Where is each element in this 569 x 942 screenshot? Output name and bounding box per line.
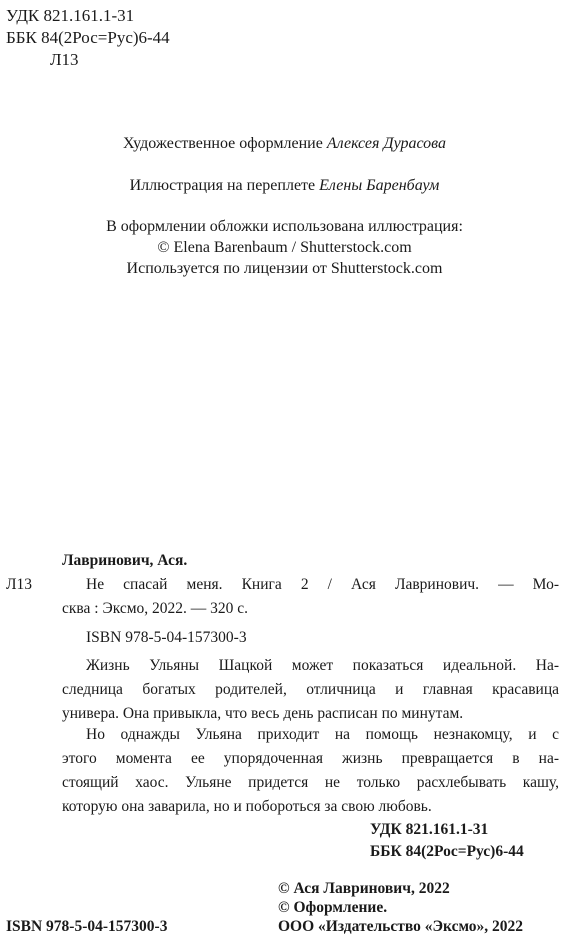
annotation-line: этого момента ее упорядоченная жизнь превращается в на- — [62, 750, 559, 767]
annotation-paragraph-2 — [62, 723, 559, 819]
designer-name: Алексея Дурасова — [326, 135, 447, 152]
annotation-line: универа. Она привыкла, что весь день расписан по минутам. — [62, 705, 464, 722]
annotation-line: Жизнь Ульяны Шацкой может показаться идеальной. На- — [86, 657, 559, 674]
udk-code: УДК 821.161.1-31 — [6, 6, 135, 25]
annotation-line: Но однажды Ульяна приходит на помощь незнакомцу, и с — [86, 726, 559, 743]
illustration-credit — [0, 175, 569, 196]
annotation-line: стоящий хаос. Ульяне придется не только расхлебывать кашу, — [62, 774, 559, 791]
design-credit — [0, 133, 569, 154]
bbk-code: ББК 84(2Рос=Рус)6-44 — [6, 28, 170, 47]
bibliographic-mark: Л13 — [6, 576, 33, 593]
copyright-design: © Оформление. — [278, 899, 388, 916]
title-line-2: сква : Эксмо, 2022. — 320 с. — [62, 600, 249, 617]
cover-credit-line-2: © Elena Barenbaum / Shutterstock.com — [157, 239, 412, 256]
author-heading: Лавринович, Ася. — [62, 552, 188, 569]
illustration-credit-label: Иллюстрация на переплете — [129, 177, 320, 194]
copyright-author: © Ася Лавринович, 2022 — [278, 880, 450, 897]
illustrator-name: Елены Баренбаум — [319, 177, 440, 194]
title-line-1: Не спасай меня. Книга 2 / Ася Лавринович. — Мо- — [86, 576, 559, 593]
annotation-line: которую она заварила, но и побороться за свою любовь. — [62, 798, 432, 815]
isbn-bottom: ISBN 978-5-04-157300-3 — [6, 918, 168, 935]
isbn-line: ISBN 978-5-04-157300-3 — [86, 629, 247, 646]
copyright-publisher: ООО «Издательство «Эксмо», 2022 — [278, 918, 524, 935]
author-mark: Л13 — [50, 50, 79, 69]
design-credit-label: Художественное оформление — [122, 135, 327, 152]
annotation-paragraph-1 — [62, 654, 559, 726]
cover-credit-line-1: В оформлении обложки использована иллюстрация: — [106, 218, 463, 235]
bbk-code-bottom: ББК 84(2Рос=Рус)6-44 — [370, 843, 524, 860]
annotation-line: следница богатых родителей, отличница и главная красавица — [62, 681, 559, 698]
cover-credit-line-3: Используется по лицензии от Shutterstock.com — [126, 260, 443, 277]
udk-code-bottom: УДК 821.161.1-31 — [370, 821, 489, 838]
